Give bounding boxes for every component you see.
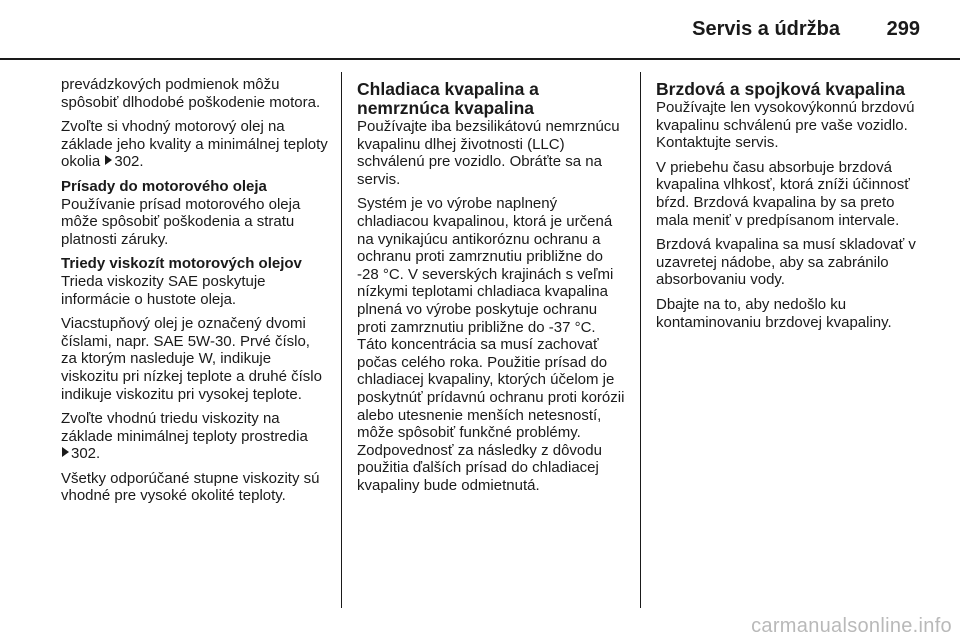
page-reference-arrow-icon: [62, 447, 69, 457]
paragraph-all-viscosity: Všetky odporúčané stupne viskozity sú vhodné pre vysoké okolité teploty.: [61, 469, 320, 505]
paragraph-multigrade: Viacstupňový olej je označený dvomi číslami, napr. SAE 5W-30. Prvé číslo, za ktorým nasleduje W, indikuje viskozitu pri nízkej teplote a druhé číslo indikuje viskozitu pri vysokej teplote.: [61, 315, 322, 403]
paragraph-brake-storage: Brzdová kvapalina sa musí skladovať v uzavretej nádobe, aby sa zabránilo absorbovaniu vody.: [656, 236, 916, 289]
page-number: 299: [886, 18, 920, 40]
section-heading-viscosity: Triedy viskozít motorových olejov: [61, 255, 302, 273]
paragraph-brake-moisture: V priebehu času absorbuje brzdová kvapalina vlhkosť, ktorá zníži účinnosť bŕzd. Brzdová kvapalina by sa preto mala meniť v predpísanom intervale.: [656, 158, 910, 229]
column-divider-1: [341, 72, 342, 608]
paragraph-coolant-use: Používajte iba bezsilikátovú nemrznúcu kvapalinu dlhej životnosti (LLC) schválenú pre vozidlo. Obráťte sa na servis.: [357, 118, 620, 188]
watermark: carmanualsonline.info: [751, 615, 952, 637]
paragraph-choose-oil: Zvoľte si vhodný motorový olej na základe jeho kvality a minimálnej teploty okolia 302.: [61, 118, 328, 171]
section-heading-additives: Prísady do motorového oleja: [61, 177, 267, 195]
page-title: Servis a údržba: [692, 18, 840, 40]
paragraph-coolant-system: Systém je vo výrobe naplnený chladiacou kvapalinou, ktorá je určená na vynikajúcu antikoróznu ochranu a ochranu proti zamrznutiu približne do -28 °C. V severských krajinách s veľmi nízkymi teplotami chladiaca kvapalina plnená vo výrobe poskytuje ochranu proti zamrznutiu približne do -37 °C. Táto koncentrácia sa musí zachovať počas celého roka. Použitie prísad do chladiacej kvapaliny, ktorých účelom je poskytnúť prídavnú ochranu proti korózii alebo utesnenie menších netesností, môže spôsobiť funkčné problémy. Zodpovednosť za následky z dôvodu použitia ďalších prísad do chladiacej kvapaliny bude odmietnutá.: [357, 195, 625, 494]
column-left: [61, 76, 329, 512]
page-header: [0, 0, 960, 60]
column-middle: [357, 80, 625, 501]
paragraph-brake-contamination: Dbajte na to, aby nedošlo ku kontaminovaniu brzdovej kvapaliny.: [656, 295, 892, 331]
section-heading-coolant: Chladiaca kvapalina a nemrznúca kvapalina: [357, 79, 539, 118]
page-reference-arrow-icon: [105, 155, 112, 165]
paragraph-viscosity: Trieda viskozity SAE poskytuje informácie o hustote oleja.: [61, 272, 266, 308]
header-rule: [0, 58, 960, 60]
page-reference[interactable]: 302.: [71, 445, 101, 463]
page-reference[interactable]: 302.: [114, 153, 144, 171]
paragraph-brake-use: Používajte len vysokovýkonnú brzdovú kvapalinu schválenú pre vaše vozidlo. Kontaktujte servis.: [656, 99, 915, 152]
section-heading-brake-fluid: Brzdová a spojková kvapalina: [656, 79, 905, 99]
column-divider-2: [640, 72, 641, 608]
paragraph-additives: Používanie prísad motorového oleja môže spôsobiť poškodenia a stratu platnosti záruky.: [61, 195, 301, 248]
paragraph-operating-conditions: prevádzkových podmienok môžu spôsobiť dlhodobé poškodenie motora.: [61, 76, 321, 111]
paragraph-choose-viscosity: Zvoľte vhodnú triedu viskozity na základe minimálnej teploty prostredia 302.: [61, 410, 308, 463]
column-right: [656, 80, 928, 338]
